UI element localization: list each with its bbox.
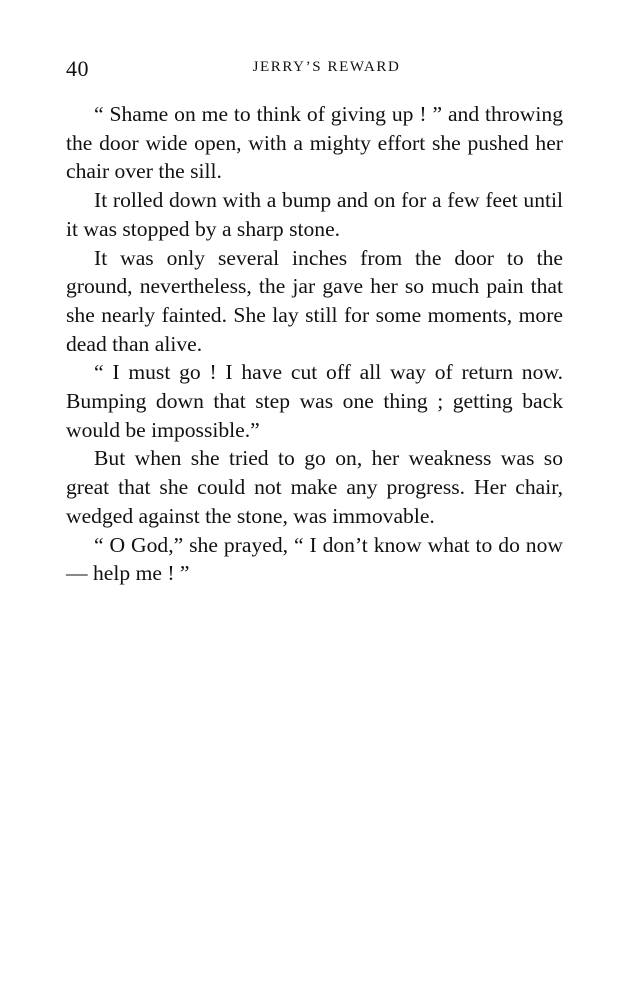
paragraph: “ I must go ! I have cut off all way of return now. Bumping down that step was one thing ; getting back would be impossible.” — [66, 360, 563, 442]
page-header — [66, 56, 563, 84]
running-head: JERRY’S REWARD — [252, 59, 401, 75]
paragraph: “ Shame on me to think of giving up ! ” and throwing the door wide open, with a mighty effort she pushed her chair over the sill. — [66, 102, 563, 184]
page-number: 40 — [66, 56, 89, 81]
paragraph: It was only several inches from the door to the ground, nevertheless, the jar gave her so much pain that she nearly fainted. She lay still for some moments, more dead than alive. — [66, 245, 563, 356]
paragraph: It rolled down with a bump and on for a few feet until it was stopped by a sharp stone. — [66, 188, 563, 241]
body-text — [66, 100, 563, 588]
paragraph: “ O God,” she prayed, “ I don’t know what to do now — help me ! ” — [66, 532, 563, 586]
paragraph: But when she tried to go on, her weakness was so great that she could not make any progress. Her chair, wedged against the stone, was immovable. — [66, 446, 563, 528]
